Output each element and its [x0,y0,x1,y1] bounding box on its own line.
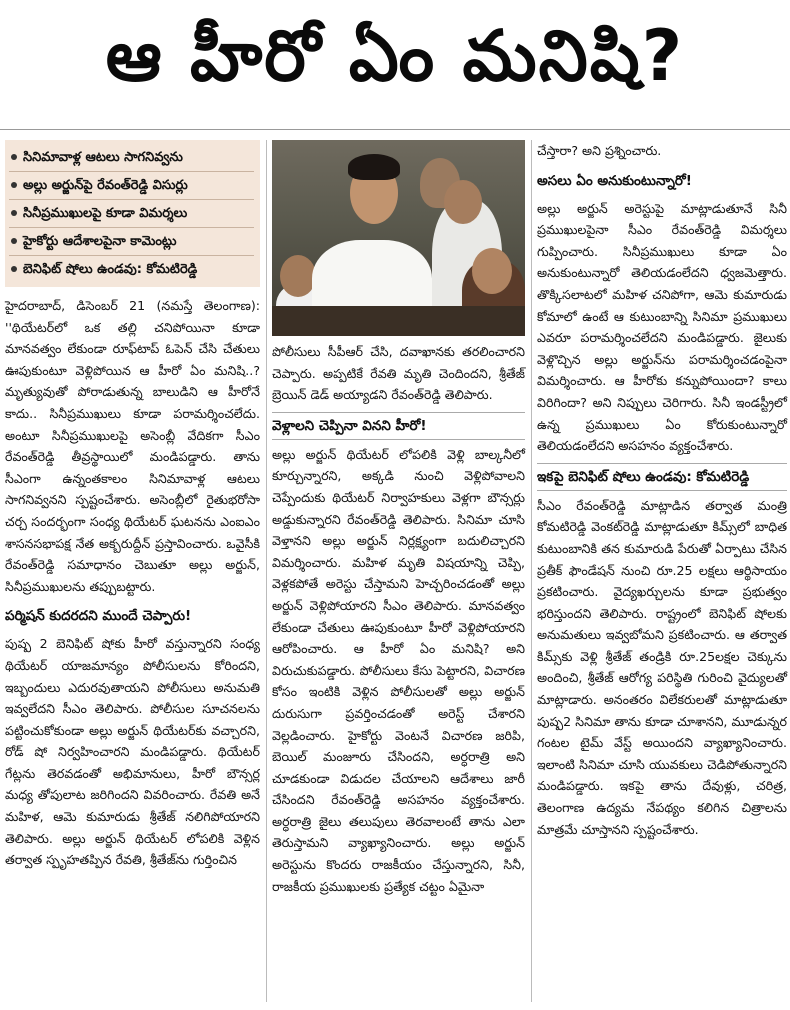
article-paragraph: పోలీసులు సీపీఆర్ చేసి, దవాఖానకు తరలించారని చెప్పారు. అప్పటికే రేవతి మృతి చెందిందని, శ్రీతేజ్ బ్రెయిన్ డెడ్ అయ్యాడని రేవంత్‌రెడ్డి తెలిపారు. [272,344,525,403]
article-column-2 [272,341,525,900]
subheading-film-celebs: అసలు ఏం అనుకుంటున్నారో! [537,172,692,189]
article-paragraph: అల్లు అర్జున్ థియేటర్ లోపలికి వెళ్లి బాల్కనీలో కూర్చున్నారని, అక్కడి నుంచి వెళ్లిపోవాలని చెప్పేందుకు థియేటర్ నిర్వాహకులు వెళ్లగా బౌన్సర్లు అడ్డుకున్నారని రేవంత్‌రెడ్డి తెలిపారు. సినిమా చూసి వెళ్తానని అల్లు అర్జున్ నిర్లక్ష్యంగా బదులిచ్చారని విమర్శించారు. మహిళ మృతి విషయాన్ని చెప్పి, వెళ్లకపోతే అరెస్టు చేస్తామని హెచ్చరించడంతో అల్లు అర్జున్ వెళ్లిపోయారని సీఎం తెలిపారు. మానవత్వం లేకుండా చేతులు ఊపుకుంటూ హీరో వెళ్లిపోయారని ఆరోపించారు. ఆ హీరో ఏం మనిషి? అని విరుచుకుపడ్డారు. పోలీసులు కేసు పెట్టారని, విచారణ కోసం ఇంటికి వెళ్లిన పోలీసులతో అల్లు అర్జున్ దురుసుగా ప్రవర్తించడంతో అరెస్ట్ చేశారని వెల్లడించారు. హైకోర్టు వెంటనే విచారణ జరిపి, బెయిల్ మంజూరు చేసిందని, అర్ధరాత్రి అని చూడకుండా విడుదల చేయాలని ఆదేశాలు జారీ చేసిందని రేవంత్‌రెడ్డి అసహనం వ్యక్తంచేశారు. అర్ధరాత్రి జైలు తలుపులు తెరవాలంటే తాను ఎలా తెరుస్తామని వ్యాఖ్యానించారు. అల్లు అర్జున్ అరెస్టును కొందరు రాజకీయం చేస్తున్నారని, సినీ, రాజకీయ ప్రముఖులకు ప్రత్యేక చట్టం ఏమైనా [272,446,525,894]
highlight-item: సినిమావాళ్ల ఆటలు సాగనివ్వను [9,144,254,172]
subheading-benefit-shows: ఇకపై బెనిఫిట్ షోలు ఉండవు: కోమటిరెడ్డి [537,463,787,491]
article-intro: హైదరాబాద్, డిసెంబర్ 21 (నమస్తే తెలంగాణ): ''థియేటర్‌లో ఒక తల్లి చనిపోయినా కూడా మానవత్వం లేకుండా రూఫ్‌టాప్ ఓపెన్ చేసి చేతులు ఊపుకుంటూ వెళ్లిపోయిన ఆ హీరో ఏం మనిషి..? మృత్యువుతో పోరాడుతున్న బాలుడిని ఆ హీరోనే కాదు.. సినీప్రముఖులు కూడా పరామర్శించలేదు. అంటూ సినీప్రముఖులపై అసెంబ్లీ వేదికగా సీఎం రేవంత్‌రెడ్డి తీవ్రస్థాయిలో మండిపడ్డారు. తాను సీఎంగా ఉన్నంతకాలం సినిమావాళ్ల ఆటలు సాగనివ్వనని స్పష్టంచేశారు. అసెంబ్లీలో రైతుభరోసా చర్చ సందర్భంగా సంధ్య థియేటర్ ఘటనను ఎంఐఎం శాసనసభాపక్ష నేత అక్బరుద్దీన్ ప్రస్తావించారు. ఒవైసీకి రేవంత్‌రెడ్డి సమాధానం చెబుతూ అల్లు అర్జున్, సినీప్రముఖులను తప్పుబట్టారు. [5,298,260,594]
assembly-bench [272,306,525,336]
background-person [444,180,482,224]
background-person [280,255,316,297]
article-paragraph: పుష్ప 2 బెనిఫిట్ షోకు హీరో వస్తున్నారని సంధ్య థియేటర్ యాజమాన్యం పోలీసులను కోరిందని, ఇబ్బందులు ఎదురవుతాయని పోలీసులు అనుమతి ఇవ్వలేదని సీఎం తెలిపారు. పోలీసుల సూచనలను పట్టించుకోకుండా అల్లు అర్జున్ థియేటర్‌కు వచ్చారని, రోడ్ షో నిర్వహించారని మండిపడ్డారు. థియేటర్ గేట్లను తెరవడంతో అభిమానులు, హీరో బౌన్సర్ల మధ్య తోపులాట జరిగిందని వివరించారు. రేవతి అనే మహిళ, ఆమె కుమారుడు శ్రీతేజ్ నలిగిపోయారని తెలిపారు. అల్లు అర్జున్ థియేటర్ లోపలికి వెళ్లిన తర్వాత స్పృహతప్పిన రేవతి, శ్రీతేజ్‌ను గుర్తించిన [5,636,260,868]
news-photo [272,140,525,336]
background-person [472,248,512,294]
highlight-item: అల్లు అర్జున్‌పై రేవంత్‌రెడ్డి విసుర్లు [9,172,254,200]
highlight-item: హైకోర్టు ఆదేశాలపైనా కామెంట్లు [9,228,254,256]
article-column-3 [537,140,787,843]
speaker-hair [348,154,400,180]
highlight-item: బెనిఫిట్ షోలు ఉండవు: కోమటిరెడ్డి [9,256,254,283]
article-paragraph: సీఎం రేవంత్‌రెడ్డి మాట్లాడిన తర్వాత మంత్రి కోమటిరెడ్డి వెంకట్‌రెడ్డి మాట్లాడుతూ కిమ్స్‌లో బాధిత కుటుంబానికి తన కుమారుడి పేరుతో ఏర్పాటు చేసిన ప్రతీక్ ఫౌండేషన్ నుంచి రూ.25 లక్షలు ఆర్థిసాయం ప్రకటించారు. వైద్యఖర్చులను కూడా ప్రభుత్వం భరిస్తుందని తెలిపారు. రాష్ట్రంలో బెనిఫిట్ షోలకు అనుమతులు ఇవ్వబోమని ప్రకటించారు. ఆ తర్వాత కిమ్స్‌కు వెళ్లి శ్రీతేజ్ తండ్రికి రూ.25లక్షల చెక్కును అందించి, శ్రీతేజ్ ఆరోగ్య పరిస్థితి గురించి వైద్యులతో మాట్లాడారు. అనంతరం విలేకరులతో మాట్లాడుతూ పుష్ప2 సినిమా తాను కూడా చూశానని, మూడున్నర గంటల టైమ్ వేస్ట్ అయిందని వ్యాఖ్యానించారు. ఇలాంటి సినిమా చూసి యువకులు చెడిపోతున్నారని మండిపడ్డారు. ఇకపై తాను దేవుళ్లు, చరిత్ర, తెలంగాణ ఉద్యమ నేపథ్యం కలిగిన చిత్రాలను మాత్రమే చూస్తానని స్పష్టంచేశారు. [537,497,787,837]
article-paragraph: అల్లు అర్జున్ అరెస్టుపై మాట్లాడుతూనే సినీ ప్రముఖులపైనా సీఎం రేవంత్‌రెడ్డి విమర్శలు గుప్పించారు. సినీప్రముఖులు కూడా ఏం అనుకుంటున్నారో తెలియడంలేదని ధ్వజమెత్తారు. తొక్కిసలాటలో మహిళ చనిపోగా, ఆమె కుమారుడు కోమాలో ఉంటే ఆ కుటుంబాన్ని సినిమా ప్రముఖులు ఎవరూ పరామర్శించలేదని మండిపడ్డారు. జైలుకు వెళ్లొచ్చిన అల్లు అర్జున్‌ను పరామర్శించడంపైనా విమర్శించారు. ఆ హీరోకు కన్నుపోయిందా? కాలు విరిగిందా? అని నిప్పులు చెరిగారు. సినీ ఇండస్ట్రీలో ఉన్న ప్రముఖులు ఏం కోరుకుంటున్నారో తెలియడంలేదని అసహనం వ్యక్తంచేశారు. [537,200,787,454]
article-paragraph: చేస్తారా? అని ప్రశ్నించారు. [537,143,662,158]
column-divider [531,140,532,1002]
highlight-item: సినీప్రముఖులపై కూడా విమర్శలు [9,200,254,228]
headline: ఆ హీరో ఏం మనిషి? [0,0,790,130]
highlights-box [5,140,260,287]
subheading-hero: వెళ్లాలని చెప్పినా వినని హీరో! [272,412,525,440]
column-divider [266,140,267,1002]
article-column-1 [5,140,260,874]
subheading-permission: పర్మిషన్ కుదరదని ముందే చెప్పారు! [5,608,192,625]
